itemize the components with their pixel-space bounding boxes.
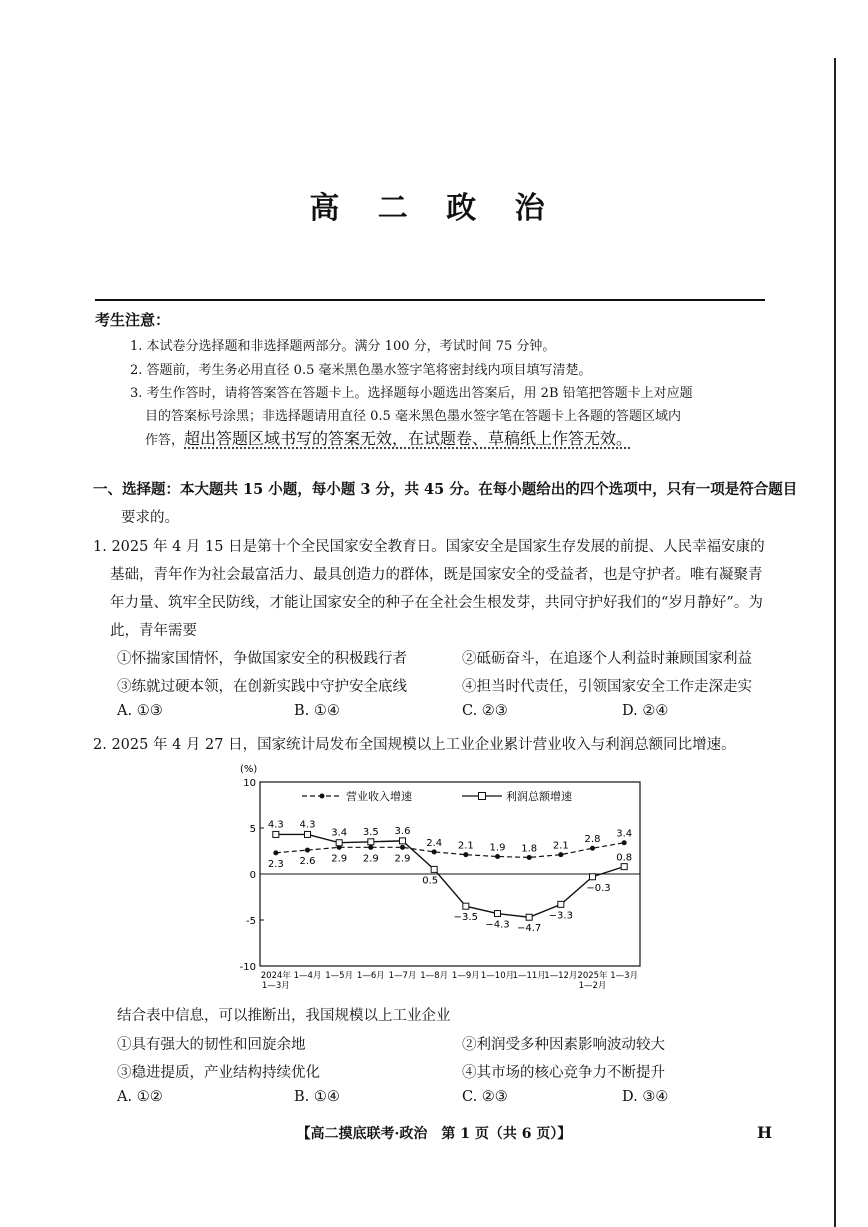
data-label-profit: −3.3 (548, 910, 573, 922)
q1-statement-4: ④担当时代责任，引领国家安全工作走深走实 (462, 679, 752, 695)
notice-heading: 考生注意： (95, 311, 171, 329)
q2-option-d: D. ③④ (622, 1089, 669, 1105)
binding-line (834, 58, 836, 1227)
y-tick-label: 10 (243, 778, 256, 789)
section-heading-cont: 要求的。 (121, 510, 179, 526)
point-revenue (463, 852, 468, 857)
page-title: 高 二 政 治 (309, 191, 559, 226)
q2-stem: 2. 2025 年 4 月 27 日，国家统计局发布全国规模以上工业企业累计营业收入与利润总额同比增速。 (93, 737, 736, 753)
y-tick-label: -5 (246, 916, 256, 927)
legend-label-profit: 利润总额增速 (506, 790, 572, 803)
y-tick-label: 5 (249, 824, 256, 835)
version-mark: H (757, 1123, 773, 1142)
x-tick-label: 1—6月 (356, 971, 385, 981)
data-label-revenue: 2.4 (426, 837, 443, 849)
notice-item-1: 1. 本试卷分选择题和非选择题两部分。满分 100 分，考试时间 75 分钟。 (130, 339, 556, 354)
point-revenue (432, 849, 437, 854)
notice-emphasis: 超出答题区域书写的答案无效，在试题卷、草稿纸上作答无效。 (184, 429, 633, 448)
y-axis-unit: (%) (240, 764, 258, 775)
point-profit (273, 831, 279, 837)
point-profit (621, 864, 627, 870)
q2-statement-2: ②利润受多种因素影响波动较大 (462, 1037, 665, 1053)
data-label-profit: 0.5 (422, 875, 439, 887)
data-label-revenue: 2.9 (362, 853, 379, 865)
data-label-profit: 3.4 (331, 827, 348, 839)
point-profit (590, 874, 596, 880)
growth-line-chart (230, 758, 650, 998)
data-label-revenue: 2.9 (331, 853, 348, 865)
x-tick-label: 1—11月 (512, 971, 546, 981)
point-profit (463, 903, 469, 909)
notice-item-3c (145, 426, 632, 449)
legend-marker-profit (479, 793, 486, 800)
data-label-profit: 0.8 (616, 852, 633, 864)
q2-option-a: A. ①② (117, 1089, 163, 1105)
x-tick-label: 2024年 1—3月 (260, 971, 291, 991)
q1-option-a: A. ①③ (117, 703, 163, 719)
data-label-revenue: 1.9 (489, 842, 506, 854)
q1-stem-line3: 年力量、筑牢全民防线，才能让国家安全的种子在全社会生根发芽，共同守护好我们的“岁月静好”。为 (110, 595, 763, 611)
point-revenue (622, 840, 627, 845)
q1-stem-line1: 1. 2025 年 4 月 15 日是第十个全民国家安全教育日。国家安全是国家生存发展的前提、人民幸福安康的 (93, 539, 765, 555)
notice-item-2: 2. 答题前，考生务必用直径 0.5 毫米黑色墨水签字笔将密封线内项目填写清楚。 (130, 363, 592, 378)
x-tick-label: 2025年 1—2月 (577, 971, 608, 991)
point-profit (431, 866, 437, 872)
q1-option-b: B. ①④ (294, 703, 340, 719)
data-label-revenue: 2.1 (457, 840, 474, 852)
x-tick-label: 1—5月 (325, 971, 354, 981)
data-label-revenue: 2.6 (299, 856, 316, 868)
point-revenue (368, 845, 373, 850)
notice-item-3c-prefix: 作答， (145, 433, 185, 448)
q1-stem-line2: 基础，青年作为社会最富活力、最具创造力的群体，既是国家安全的受益者，也是守护者。唯有凝聚青 (110, 567, 763, 583)
x-tick-label: 1—9月 (451, 971, 480, 981)
q1-stem-line4: 此，青年需要 (110, 623, 197, 639)
data-label-profit: 3.6 (394, 825, 411, 837)
q1-option-d: D. ②④ (622, 703, 669, 719)
point-revenue (558, 852, 563, 857)
legend-marker-revenue (320, 794, 325, 799)
x-tick-label: 1—12月 (544, 971, 578, 981)
point-revenue (273, 850, 278, 855)
q2-question: 结合表中信息，可以推断出，我国规模以上工业企业 (117, 1008, 451, 1024)
point-profit (526, 914, 532, 920)
section-heading: 一、选择题：本大题共 15 小题，每小题 3 分，共 45 分。在每小题给出的四个选项中，只有一项是符合题目 (93, 481, 798, 498)
point-revenue (527, 855, 532, 860)
q2-statement-3: ③稳进提质，产业结构持续优化 (117, 1065, 320, 1081)
chart-legend (302, 789, 572, 803)
x-tick-label: 1—4月 (293, 971, 322, 981)
data-label-revenue: 2.3 (267, 858, 284, 870)
q1-statement-2: ②砥砺奋斗，在追逐个人利益时兼顾国家利益 (462, 651, 752, 667)
point-profit (558, 901, 564, 907)
x-tick-label: 1—3月 (610, 971, 639, 981)
x-tick-label: 1—7月 (388, 971, 417, 981)
point-profit (400, 838, 406, 844)
data-label-profit: 4.3 (267, 819, 284, 831)
x-tick-label: 1—10月 (480, 971, 515, 981)
point-profit (336, 840, 342, 846)
q2-statement-1: ①具有强大的韧性和回旋余地 (117, 1037, 306, 1053)
q2-option-b: B. ①④ (294, 1089, 340, 1105)
point-profit (305, 831, 311, 837)
point-profit (495, 911, 501, 917)
page-footer: 【高二摸底联考·政治 第 1 页（共 6 页）】 (296, 1126, 572, 1142)
data-label-profit: −4.7 (517, 923, 542, 935)
y-tick-label: -10 (239, 962, 256, 973)
data-label-profit: −3.5 (453, 912, 478, 924)
q1-statement-1: ①怀揣家国情怀，争做国家安全的积极践行者 (117, 651, 407, 667)
q1-statement-3: ③练就过硬本领，在创新实践中守护安全底线 (117, 679, 407, 695)
notice-item-3a: 3. 考生作答时，请将答案答在答题卡上。选择题每小题选出答案后，用 2B 铅笔把答题卡上对应题 (130, 386, 693, 401)
legend-label-revenue: 营业收入增速 (346, 790, 412, 803)
notice-item-3b: 目的答案标号涂黑；非选择题请用直径 0.5 毫米黑色墨水签字笔在答题卡上各题的答题区域内 (145, 409, 681, 424)
data-label-revenue: 3.4 (616, 828, 633, 840)
point-revenue (305, 848, 310, 853)
x-tick-label: 1—8月 (420, 971, 449, 981)
data-label-profit: −0.3 (586, 882, 611, 894)
point-revenue (495, 854, 500, 859)
data-label-profit: −4.3 (485, 919, 510, 931)
point-revenue (400, 845, 405, 850)
data-label-profit: 3.5 (362, 826, 379, 838)
title-divider (95, 299, 765, 301)
data-label-revenue: 2.9 (394, 853, 411, 865)
point-revenue (590, 846, 595, 851)
data-label-revenue: 1.8 (521, 843, 538, 855)
data-label-revenue: 2.1 (552, 840, 569, 852)
q2-statement-4: ④其市场的核心竞争力不断提升 (462, 1065, 665, 1081)
series-line-profit (276, 834, 624, 917)
point-profit (368, 839, 374, 845)
data-label-profit: 4.3 (299, 819, 316, 831)
y-tick-label: 0 (249, 870, 256, 881)
q2-option-c: C. ②③ (462, 1089, 508, 1105)
data-label-revenue: 2.8 (584, 834, 601, 846)
q1-option-c: C. ②③ (462, 703, 508, 719)
